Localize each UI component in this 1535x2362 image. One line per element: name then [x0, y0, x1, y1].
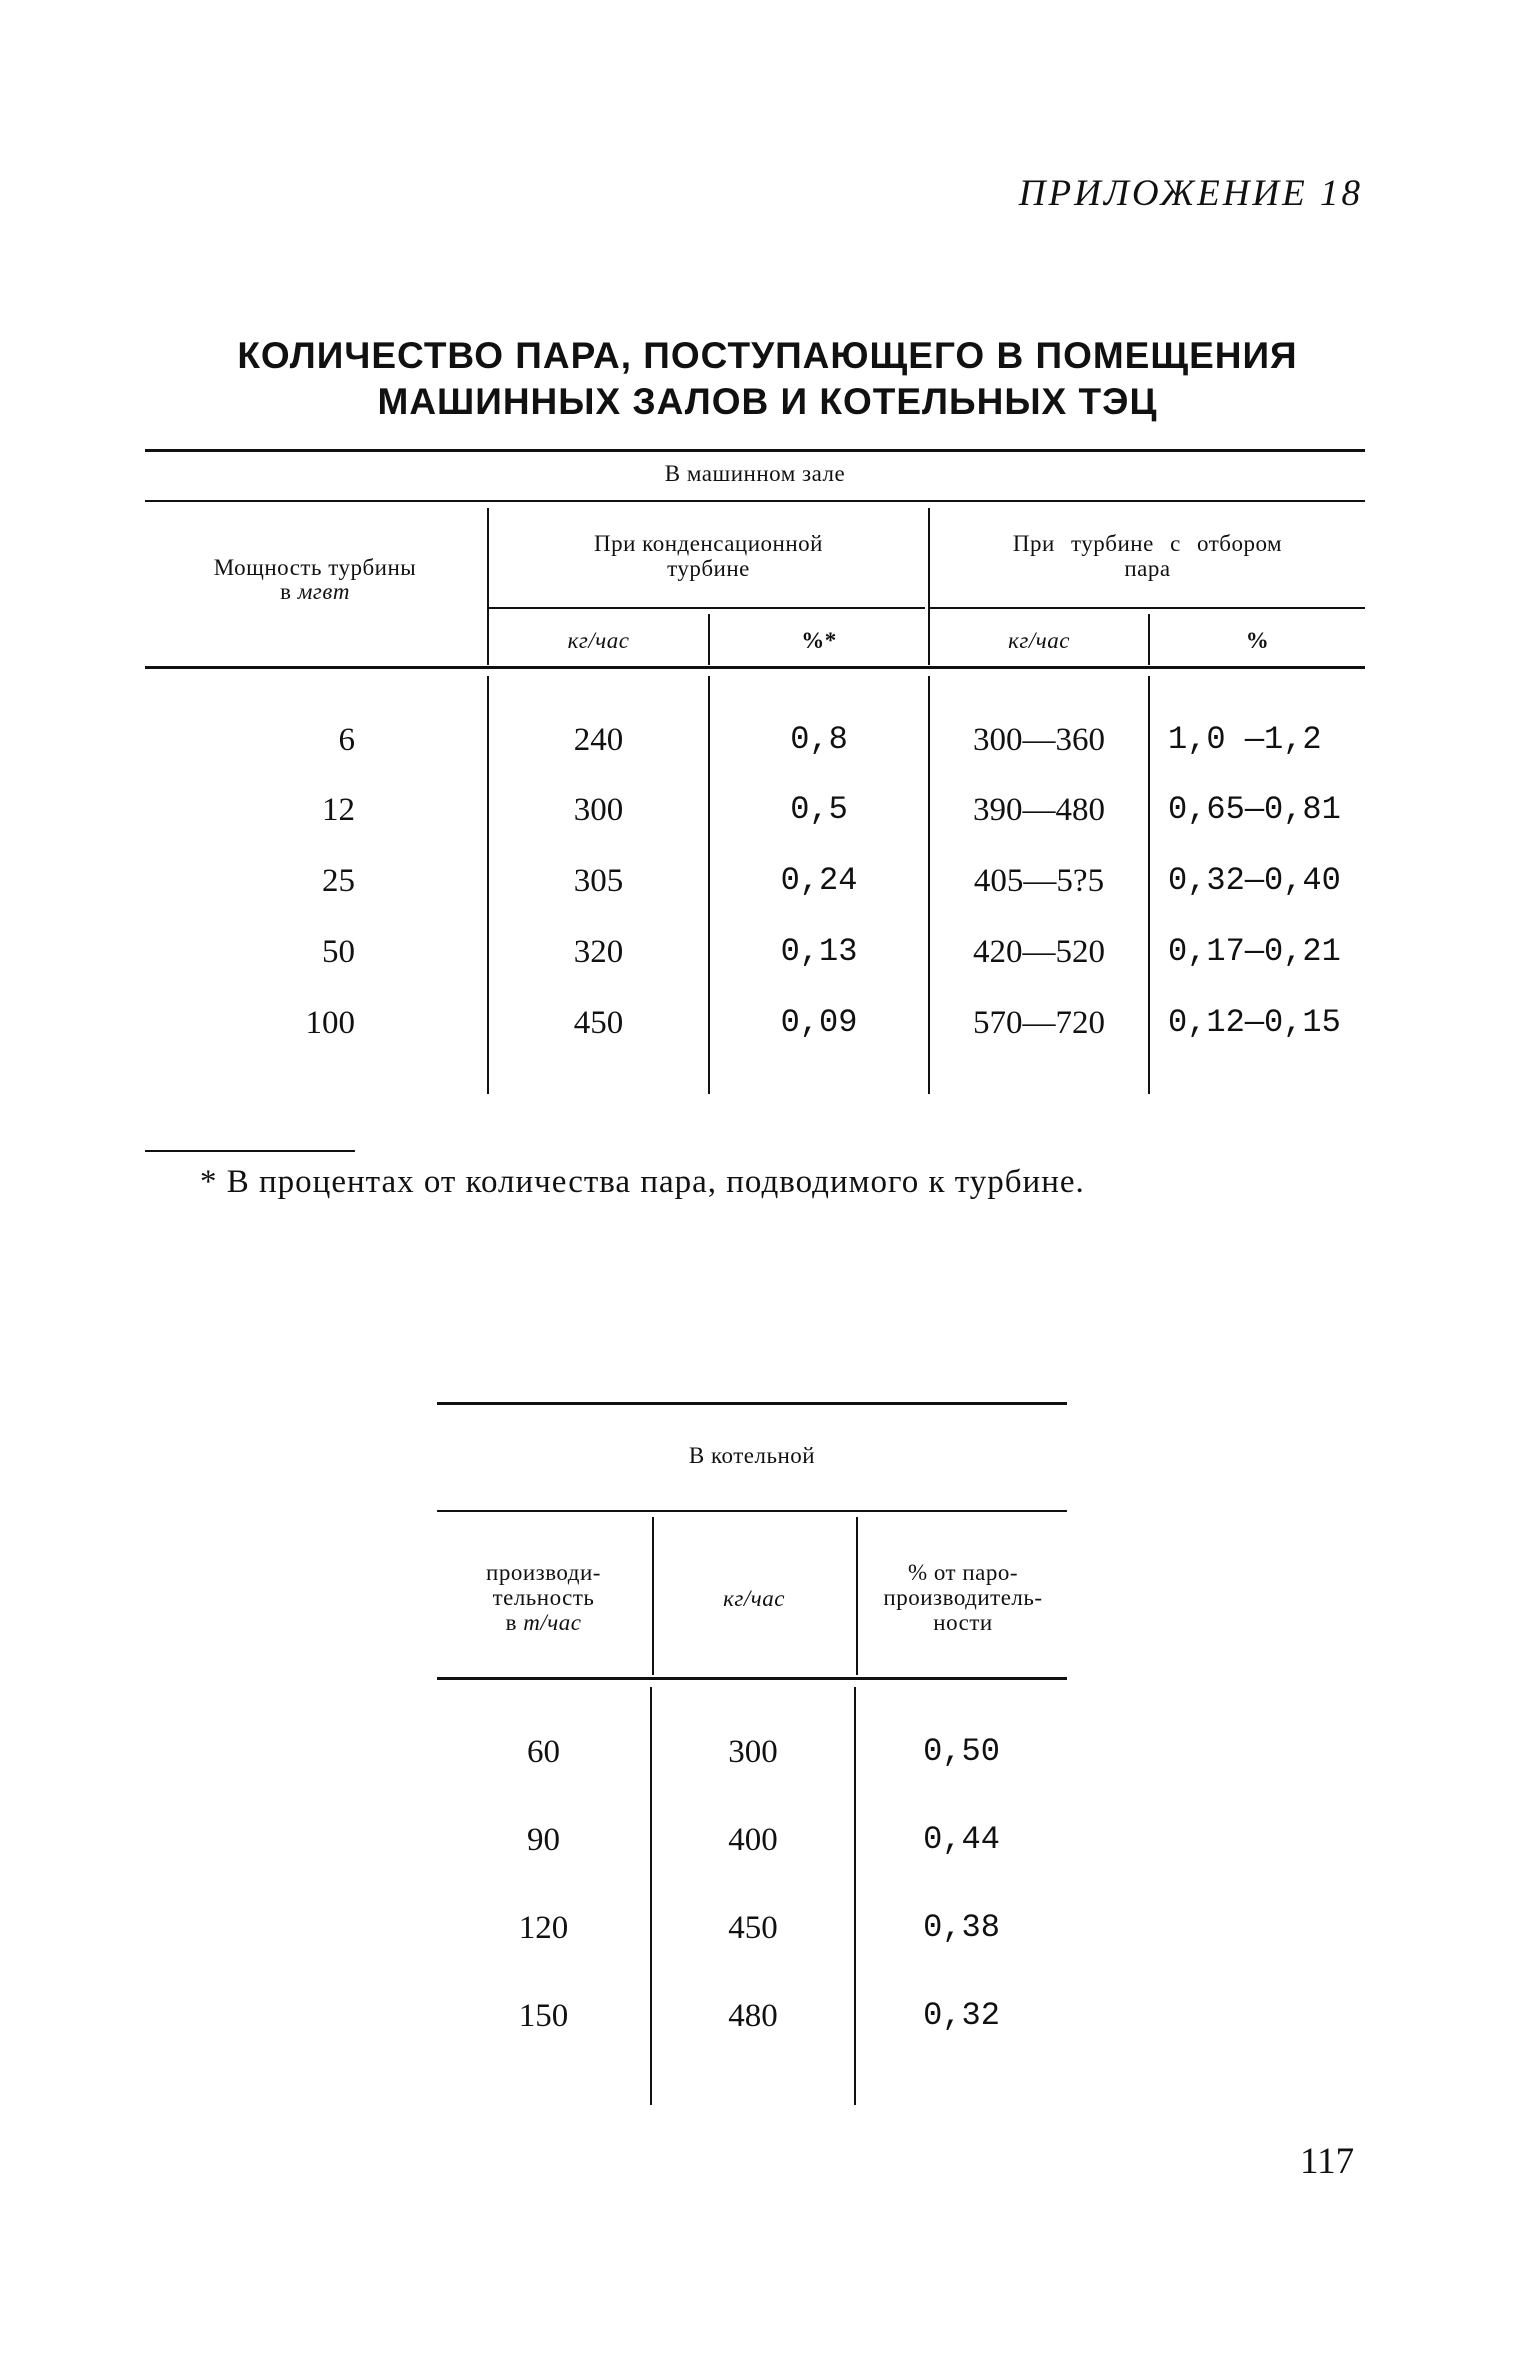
- cell-power: 50: [322, 934, 355, 970]
- extr-subheader-rule: [930, 607, 1365, 609]
- cell-extr-pct: 0,65—0,81: [1168, 791, 1341, 828]
- subheader-extr-kg: кг/час: [1008, 628, 1070, 653]
- cell-kg: 300: [728, 1734, 778, 1770]
- footnote-rule: [145, 1150, 355, 1152]
- col-header-productivity-prefix: в: [505, 1610, 524, 1635]
- cell-productivity: 60: [527, 1734, 560, 1770]
- cell-extr-kg: 300—360: [973, 722, 1105, 758]
- cell-percent: 0,44: [923, 1821, 1000, 1858]
- cell-kg: 450: [728, 1910, 778, 1946]
- cell-percent: 0,32: [923, 1997, 1000, 2034]
- col-header-percent-output: [858, 1560, 1068, 1635]
- col-header-extraction: [930, 531, 1365, 581]
- cell-cond-kg: 240: [573, 722, 624, 758]
- cell-cond-pct: 0,8: [790, 721, 848, 758]
- col-header-kg-per-hour: кг/час: [723, 1586, 785, 1611]
- boiler-header-bottom-rule: [437, 1677, 1067, 1680]
- cell-extr-pct: 0,12—0,15: [1168, 1004, 1341, 1041]
- cell-extr-kg: 420—520: [973, 934, 1105, 970]
- page-number: 117: [1300, 2141, 1355, 2182]
- cell-cond-kg: 320: [573, 934, 624, 970]
- col-header-percent-line3: ности: [933, 1610, 993, 1635]
- cell-cond-kg: 450: [573, 1005, 624, 1041]
- cell-kg: 400: [728, 1822, 778, 1858]
- col-header-condensing: [489, 531, 928, 581]
- cell-percent: 0,38: [923, 1909, 1000, 1946]
- footnote: * В процентах от количества пара, подводимого к турбине.: [200, 1164, 1085, 1200]
- cell-extr-pct: 0,17—0,21: [1168, 933, 1341, 970]
- cell-cond-pct: 0,13: [780, 933, 858, 970]
- cell-extr-kg: 390—480: [973, 792, 1105, 828]
- table-top-rule: [145, 449, 1365, 452]
- group-header-boiler-room: В котельной: [688, 1443, 816, 1468]
- col-header-productivity-line3: [437, 1610, 650, 1635]
- cell-cond-pct: 0,5: [790, 791, 848, 828]
- document-title: [0, 333, 1535, 425]
- col-header-power-line1: Мощность турбины: [213, 555, 417, 580]
- title-line-2: МАШИННЫХ ЗАЛОВ И КОТЕЛЬНЫХ ТЭЦ: [377, 381, 1158, 422]
- cell-power: 25: [322, 863, 355, 899]
- col-header-productivity-line1: производи-: [486, 1560, 601, 1585]
- col-header-productivity-unit: т/час: [523, 1610, 582, 1635]
- group-header-rule: [145, 500, 1365, 502]
- body-divider-4: [1148, 676, 1150, 1094]
- cell-cond-kg: 305: [573, 863, 624, 899]
- cell-power: 6: [338, 722, 355, 758]
- cell-percent: 0,50: [923, 1733, 1000, 1770]
- subheader-cond-kg: кг/час: [567, 628, 630, 653]
- cell-extr-kg: 570—720: [973, 1005, 1105, 1041]
- group-header-machine-hall: В машинном зале: [664, 461, 846, 486]
- col-header-condensing-line1: При конденсационной: [594, 531, 823, 556]
- cell-extr-pct: 1,0 —1,2: [1168, 721, 1322, 758]
- col-header-power-line2: [145, 580, 485, 604]
- cell-cond-pct: 0,24: [780, 862, 858, 899]
- col-header-productivity-line2: тельность: [492, 1585, 595, 1610]
- cell-productivity: 120: [518, 1910, 569, 1946]
- appendix-label: ПРИЛОЖЕНИЕ 18: [1018, 173, 1363, 214]
- col-header-power: [145, 556, 485, 604]
- col-header-percent-line2: производитель-: [883, 1585, 1043, 1610]
- cell-kg: 480: [728, 1998, 778, 2034]
- col-header-productivity: [437, 1560, 650, 1635]
- cell-productivity: 150: [518, 1998, 569, 2034]
- col-header-condensing-line2: турбине: [667, 556, 750, 581]
- cell-productivity: 90: [527, 1822, 560, 1858]
- cell-cond-pct: 0,09: [780, 1004, 858, 1041]
- boiler-group-header-rule: [437, 1510, 1067, 1512]
- col-header-extraction-line2: пара: [1124, 556, 1171, 581]
- col-header-power-prefix: в: [280, 579, 298, 604]
- cell-power: 100: [305, 1005, 355, 1041]
- cond-subheader-rule: [487, 607, 925, 609]
- boiler-table-top-rule: [437, 1402, 1067, 1405]
- subheader-extr-pct: %: [1245, 628, 1270, 653]
- col-header-power-unit: мгвт: [297, 579, 350, 604]
- col-header-extraction-line1: При турбине с отбором: [1012, 531, 1283, 556]
- cell-power: 12: [322, 792, 355, 828]
- subheader-cond-pct: %*: [801, 628, 837, 653]
- header-bottom-rule: [145, 666, 1365, 669]
- cell-extr-pct: 0,32—0,40: [1168, 862, 1341, 899]
- title-line-1: КОЛИЧЕСТВО ПАРА, ПОСТУПАЮЩЕГО В ПОМЕЩЕНИЯ: [237, 335, 1298, 376]
- col-header-percent-line1: % от паро-: [907, 1560, 1019, 1585]
- cell-extr-kg: 405—5?5: [973, 863, 1105, 899]
- cell-cond-kg: 300: [573, 792, 624, 828]
